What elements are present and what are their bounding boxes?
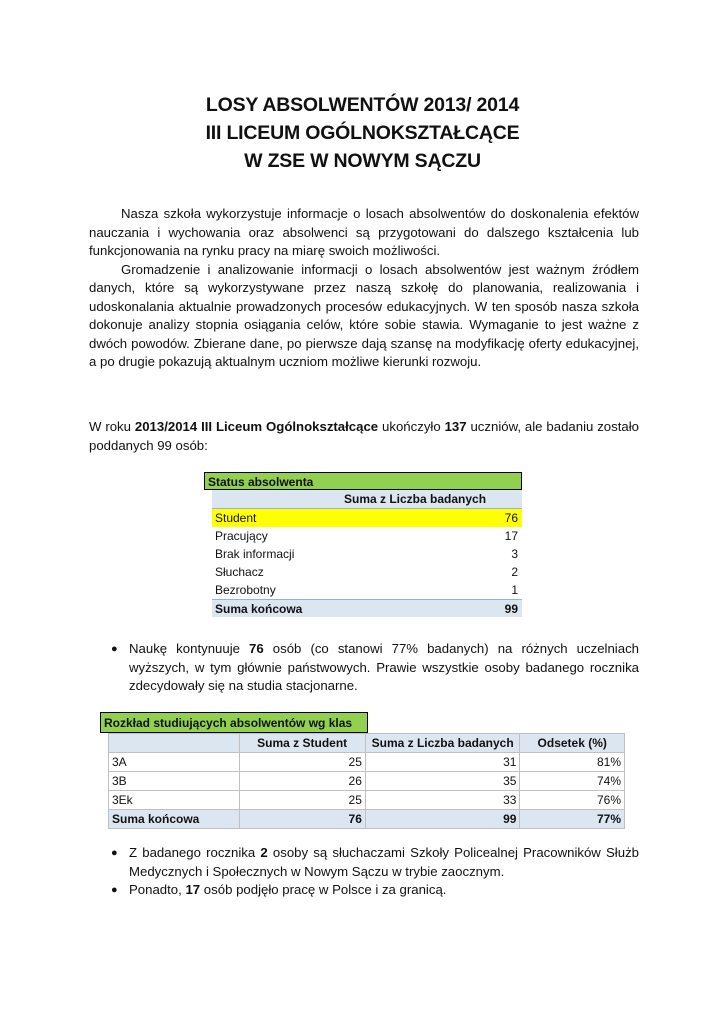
status-total-row: [212, 599, 522, 617]
status-row-value: 2: [511, 565, 518, 579]
table-cell: 3Ek: [109, 791, 240, 810]
summary-section: [89, 418, 639, 455]
bullet-text: osób podjęło pracę w Polsce i za granicą.: [200, 882, 447, 897]
table-cell: Suma końcowa: [109, 810, 240, 829]
status-row: [212, 509, 522, 527]
summary-mid: ukończyło: [378, 419, 445, 434]
table-cell: 77%: [520, 810, 625, 829]
table-cell: 74%: [520, 772, 625, 791]
bullet-icon: ●: [111, 643, 118, 655]
status-total-value: 99: [504, 602, 518, 616]
status-row-label: Bezrobotny: [215, 583, 276, 597]
status-row: [212, 545, 522, 563]
summary-post: uczniów, ale badaniu zostało poddanych 99 osób:: [89, 419, 639, 453]
bullet-text: Naukę kontynuuje: [129, 641, 250, 656]
status-row: [212, 581, 522, 599]
table-header-row: [109, 734, 625, 753]
table-cell: 33: [365, 791, 520, 810]
table-cell: 31: [365, 753, 520, 772]
status-row-value: 76: [504, 511, 518, 525]
status-row-value: 3: [511, 547, 518, 561]
table-cell: 3B: [109, 772, 240, 791]
intro-paragraph-2: Gromadzenie i analizowanie informacji o losach absolwentów jest ważnym źródłem danych, które są wykorzystywane przez naszą szkołę do planowania, realizowania i udoskonalania aktualnie prowadzonych procesów edukacyjnych. W ten sposób nasza szkoła dokonuje analizy stopnia osiągania celów, które sobie stawia. Wymaganie to jest ważne z dwóch powodów. Zbierane dane, po pierwsze dają szansę na modyfikację oferty edukacyjnej, a po drugie pokazują aktualnym uczniom możliwe kierunki rozwoju.: [89, 261, 639, 369]
table-cell: 25: [239, 791, 365, 810]
column-header: Suma z Liczba badanych: [365, 734, 520, 753]
bullet-text: osoby są słuchaczami Szkoły Policealnej Pracowników Służb Medycznych i Społecznych w Nowym Sączu w trybie zaocznym.: [129, 845, 639, 879]
bullet-text: Z badanego rocznika: [129, 845, 261, 860]
table-row: [109, 791, 625, 810]
bullet-number: 17: [185, 882, 201, 897]
bullet-number: 2: [260, 845, 268, 860]
status-row-label: Słuchacz: [215, 565, 264, 579]
status-table-column-header: [212, 490, 522, 509]
title-line-1: LOSY ABSOLWENTÓW 2013/ 2014: [205, 94, 520, 116]
table-cell: 25: [239, 753, 365, 772]
summary-count: 137: [444, 419, 467, 434]
table-cell: 81%: [520, 753, 625, 772]
bullet-icon: ●: [111, 884, 118, 896]
status-total-label: Suma końcowa: [215, 602, 303, 616]
classes-table: [100, 712, 621, 829]
column-header: Odsetek (%): [520, 734, 625, 753]
table-cell: 76: [239, 810, 365, 829]
table-cell: 26: [239, 772, 365, 791]
bullet-number: 76: [249, 641, 264, 656]
table-cell: 35: [365, 772, 520, 791]
classes-table-header: Rozkład studiujących absolwentów wg klas: [100, 712, 368, 733]
table-cell: 3A: [109, 753, 240, 772]
list-item: [105, 640, 639, 696]
column-header: [109, 734, 240, 753]
table-row: [109, 772, 625, 791]
status-row-value: 1: [511, 583, 518, 597]
intro-section: [89, 205, 639, 372]
status-row-label: Pracujący: [215, 529, 268, 543]
bullet-text: Ponadto,: [129, 882, 186, 897]
classes-table-grid: [108, 733, 625, 829]
column-header: Suma z Student: [239, 734, 365, 753]
status-row: [212, 527, 522, 545]
table-cell: 99: [365, 810, 520, 829]
status-row-value: 17: [504, 529, 518, 543]
status-row: [212, 563, 522, 581]
status-table: [204, 472, 522, 617]
title-line-3: W ZSE W NOWYM SĄCZU: [244, 150, 481, 172]
status-column-label: Suma z Liczba badanych: [344, 492, 487, 506]
bullet-list-1: [105, 640, 639, 696]
list-item: [105, 881, 639, 900]
status-row-label: Brak informacji: [215, 547, 295, 561]
bullet-text: osób (co stanowi 77% badanych) na różnych uczelniach wyższych, w tym głównie państwowych. Prawie wszystkie osoby badanego rocznika zdecydowały się na studia stacjonarne.: [129, 641, 639, 693]
status-table-header: Status absolwenta: [204, 472, 522, 490]
bullet-icon: ●: [111, 847, 118, 859]
bullet-list-2: [105, 844, 639, 900]
summary-pre: W roku: [89, 419, 135, 434]
page-title: [0, 91, 725, 175]
summary-school: 2013/2014 III Liceum Ogólnokształcące: [134, 419, 379, 434]
table-cell: 76%: [520, 791, 625, 810]
list-item: [105, 844, 639, 881]
title-line-2: III LICEUM OGÓLNOKSZTAŁCĄCE: [205, 122, 520, 144]
intro-paragraph-1: Nasza szkoła wykorzystuje informacje o losach absolwentów do doskonalenia efektów nauczania i wychowania oraz absolwenci są przygotowani do dalszego kształcenia lub funkcjonowania na rynku pracy na miarę swoich możliwości.: [89, 206, 639, 258]
summary-paragraph: [89, 418, 639, 455]
table-total-row: [109, 810, 625, 829]
table-row: [109, 753, 625, 772]
status-row-label: Student: [215, 511, 257, 525]
